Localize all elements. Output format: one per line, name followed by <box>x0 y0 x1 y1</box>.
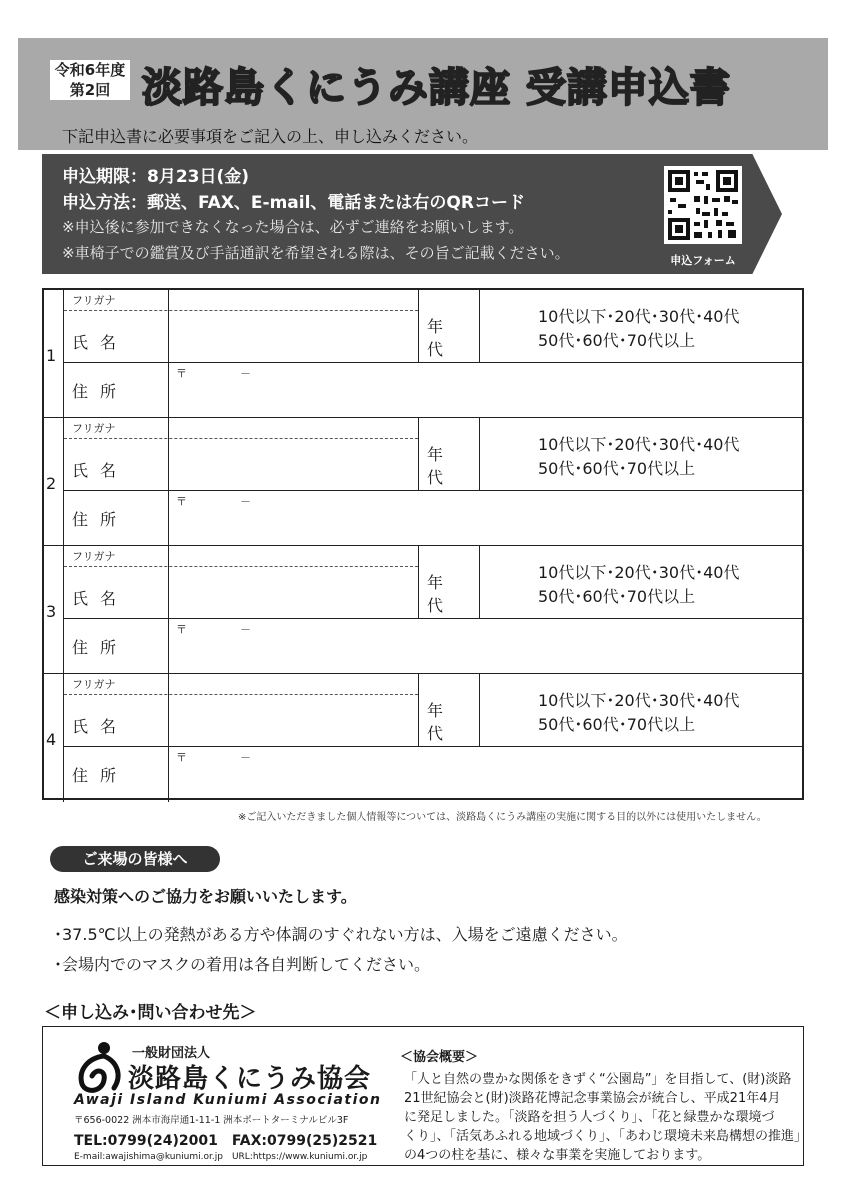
age-label-cell <box>418 546 480 618</box>
divider <box>168 618 169 674</box>
divider <box>168 674 169 746</box>
org-email-url[interactable]: E-mail:awajishima@kuniumi.or.jp URL:https://www.kuniumi.or.jp <box>74 1152 368 1162</box>
postal-mark: 〒 <box>176 751 187 764</box>
furigana-field[interactable] <box>64 290 418 311</box>
furigana-label: フリガナ <box>72 678 116 691</box>
association-logo-icon <box>74 1040 126 1094</box>
age-options-line2[interactable]: 50代･60代･70代以上 <box>538 331 696 350</box>
page-title: 淡路島くにうみ講座 受講申込書 <box>142 65 731 111</box>
furigana-field[interactable] <box>64 546 418 567</box>
deadline-text: 申込期限：8月23日(金) <box>62 167 250 187</box>
address-label: 住所 <box>72 638 129 657</box>
name-label: 氏名 <box>72 717 129 736</box>
about-line: 「人と自然の豊かな関係をきずく“公園島”」を目指して、(財)淡路 <box>404 1072 792 1087</box>
method-text: 申込方法：郵送、FAX、E-mail、電話または右のQRコード <box>62 193 525 213</box>
postal-mark: 〒 <box>176 495 187 508</box>
age-options-line1[interactable]: 10代以下･20代･30代･40代 <box>538 435 740 454</box>
address-label: 住所 <box>72 766 129 785</box>
applicant-block <box>44 418 802 546</box>
applicant-block <box>44 674 802 802</box>
postal-mark: 〒 <box>176 623 187 636</box>
furigana-label: フリガナ <box>72 422 116 435</box>
row-number-cell <box>44 290 64 417</box>
age-label: 年代 <box>427 573 456 615</box>
era-year: 令和6年度 <box>54 61 126 79</box>
about-line: くり」、「活気あふれる地域づくり」、「あわじ環境未来島構想の推進」 <box>404 1129 808 1144</box>
postal-dash: － <box>240 623 251 636</box>
divider <box>168 362 169 418</box>
divider <box>168 290 169 362</box>
divider <box>168 746 169 802</box>
org-name: 淡路島くにうみ協会 <box>128 1064 372 1094</box>
address-field[interactable] <box>64 490 802 546</box>
age-label-cell <box>418 290 480 362</box>
about-line: 21世紀協会と(財)淡路花博記念事業協会が統合し、平成21年4月 <box>404 1091 781 1106</box>
session-number: 第2回 <box>69 81 111 99</box>
applicant-block <box>44 290 802 418</box>
org-address: 〒656-0022 洲本市海岸通1-11-1 洲本ポートターミナルビル3F <box>74 1115 349 1126</box>
visitors-item: ･37.5℃以上の発熱がある方や体調のすぐれない方は、入場をご遠慮ください。 <box>54 925 628 944</box>
name-label: 氏名 <box>72 333 129 352</box>
row-number-cell <box>44 546 64 673</box>
visitors-heading: ご来場の皆様へ <box>50 846 220 872</box>
name-label: 氏名 <box>72 461 129 480</box>
postal-dash: － <box>240 495 251 508</box>
divider <box>168 490 169 546</box>
row-number: 4 <box>46 730 57 749</box>
address-label: 住所 <box>72 510 129 529</box>
about-heading: ＜協会概要＞ <box>400 1050 479 1065</box>
org-name-en: Awaji Island Kuniumi Association <box>74 1092 382 1108</box>
age-label: 年代 <box>427 317 456 359</box>
furigana-label: フリガナ <box>72 550 116 563</box>
page-subtitle: 下記申込書に必要事項をご記入の上、申し込みください。 <box>62 127 479 146</box>
age-label-cell <box>418 418 480 490</box>
application-form-table <box>42 288 804 800</box>
divider <box>168 546 169 618</box>
about-line: の4つの柱を基に、様々な事業を実施しております。 <box>404 1148 711 1163</box>
row-number: 2 <box>46 474 57 493</box>
name-label: 氏名 <box>72 589 129 608</box>
visitors-item: ･会場内でのマスクの着用は各自判断してください。 <box>54 955 431 974</box>
furigana-field[interactable] <box>64 418 418 439</box>
age-options-line1[interactable]: 10代以下･20代･30代･40代 <box>538 691 740 710</box>
wheelchair-note: ※車椅子での鑑賞及び手話通訳を希望される際は、その旨ご記載ください。 <box>62 244 570 262</box>
contact-heading: ＜申し込み･問い合わせ先＞ <box>44 1003 257 1023</box>
address-field[interactable] <box>64 618 802 674</box>
visitors-lead: 感染対策へのご協力をお願いいたします。 <box>54 887 357 906</box>
divider <box>168 418 169 490</box>
org-type: 一般財団法人 <box>132 1046 211 1061</box>
address-field[interactable] <box>64 362 802 418</box>
era-label <box>50 60 130 100</box>
cancel-note: ※申込後に参加できなくなった場合は、必ずご連絡をお願いします。 <box>62 218 524 236</box>
applicant-block <box>44 546 802 674</box>
postal-dash: － <box>240 367 251 380</box>
postal-dash: － <box>240 751 251 764</box>
age-label: 年代 <box>427 445 456 487</box>
age-options-line2[interactable]: 50代･60代･70代以上 <box>538 587 696 606</box>
row-number-cell <box>44 418 64 545</box>
furigana-field[interactable] <box>64 674 418 695</box>
postal-mark: 〒 <box>176 367 187 380</box>
address-field[interactable] <box>64 746 802 802</box>
age-options-line2[interactable]: 50代･60代･70代以上 <box>538 459 696 478</box>
row-number: 3 <box>46 602 57 621</box>
row-number-cell <box>44 674 64 802</box>
age-options-line1[interactable]: 10代以下･20代･30代･40代 <box>538 307 740 326</box>
org-phone-fax: TEL:0799(24)2001 FAX:0799(25)2521 <box>74 1133 378 1149</box>
privacy-note: ※ご記入いただきました個人情報等については、淡路島くにうみ講座の実施に関する目的以外には使用いたしません。 <box>238 812 767 823</box>
qr-code-icon[interactable] <box>664 166 742 244</box>
furigana-label: フリガナ <box>72 294 116 307</box>
age-label: 年代 <box>427 701 456 743</box>
address-label: 住所 <box>72 382 129 401</box>
age-label-cell <box>418 674 480 746</box>
age-options-line1[interactable]: 10代以下･20代･30代･40代 <box>538 563 740 582</box>
row-number: 1 <box>46 346 57 365</box>
qr-label: 申込フォーム <box>670 254 736 267</box>
age-options-line2[interactable]: 50代･60代･70代以上 <box>538 715 696 734</box>
about-line: に発足しました。「淡路を担う人づくり」、「花と緑豊かな環境づ <box>404 1110 775 1125</box>
